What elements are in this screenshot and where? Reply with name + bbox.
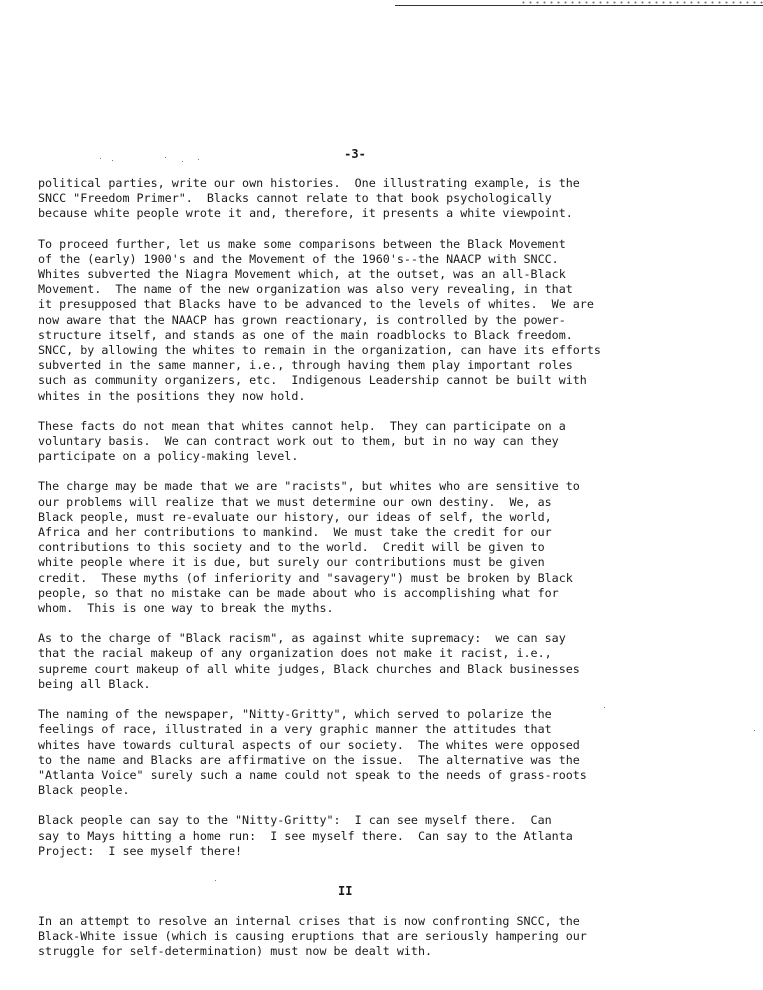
paragraph-naacp-comparison: To proceed further, let us make some comparisons between the Black Movement of the (early) 1900's and the Movement of the 1960's--the NAACP with SNCC. Whites subverted the Niagra Movement which, at the outset, was an all-Black Movement. The name of the new organization was also very revealing, in that it presupposed that Blacks have to be advanced to the levels of whites. We are now aware that the NAACP has grown reactionary, is controlled by the power- structure itself, and stands as one of the main roadblocks to Black freedom. SNCC, by allowing the whites to remain in the organization, can have its efforts subverted in the same manner, i.e., through having them play important roles such as community organizers, etc. Indigenous Leadership cannot be built with whites in the positions they now hold. <box>38 236 601 403</box>
paragraph-whites-help: These facts do not mean that whites cannot help. They can participate on a voluntary basis. We can contract work out to them, but in no way can they participate on a policy-making level. <box>38 418 566 464</box>
scan-speck <box>100 158 101 159</box>
scan-speck <box>112 160 113 161</box>
paragraph-internal-crisis: In an attempt to resolve an internal crises that is now confronting SNCC, the Black-White issue (which is causing eruptions that are seriously hampering our struggle for self-determination) must now be dealt with. <box>38 914 587 959</box>
page-number: -3- <box>344 147 366 161</box>
paragraph-black-racism: As to the charge of "Black racism", as against white supremacy: we can say that the racial makeup of any organization does not make it racist, i.e., supreme court makeup of all white judges, Black churches and Black businesses being all Black. <box>38 631 580 691</box>
paragraph-see-myself: Black people can say to the "Nitty-Gritty": I can see myself there. Can say to Mays hitting a home run: I see myself there. Can say to the Atlanta Project: I see myself there! <box>38 813 573 858</box>
scan-speck <box>215 880 216 881</box>
scan-speck <box>754 730 755 731</box>
paragraph-histories: political parties, write our own histories. One illustrating example, is the SNCC "Freedom Primer". Blacks cannot relate to that book psychologically because white people wrote it and, therefore, it presents a white viewpoint. <box>38 176 580 221</box>
paragraph-nitty-gritty: The naming of the newspaper, "Nitty-Gritty", which served to polarize the feelings of race, illustrated in a very graphic manner the attitudes that whites have towards cultural aspects of our society. The whites were opposed to the name and Blacks are affirmative on the issue. The alternative was the "Atlanta Voice" surely such a name could not speak to the needs of grass-roots Black people. <box>38 707 587 798</box>
scan-speck <box>604 707 605 708</box>
section-heading: II <box>338 884 353 898</box>
scan-speck <box>165 157 166 158</box>
scan-dot-artifact <box>520 0 763 6</box>
paragraph-racists-charge: The charge may be made that we are "racists", but whites who are sensitive to our problems will realize that we must determine our own destiny. We, as Black people, must re-evaluate our history, our ideas of self, the world, Africa and her contributions to mankind. We must take the credit for our contributions to this society and to the world. Credit will be given to white people where it is due, but surely our contributions must be given credit. These myths (of inferiority and "savagery") must be broken by Black people, so that no mistake can be made about who is accomplishing what for whom. This is one way to break the myths. <box>38 479 580 616</box>
scan-speck <box>182 161 183 162</box>
scan-speck <box>198 159 199 160</box>
section-body <box>38 914 643 975</box>
document-body <box>38 176 643 874</box>
